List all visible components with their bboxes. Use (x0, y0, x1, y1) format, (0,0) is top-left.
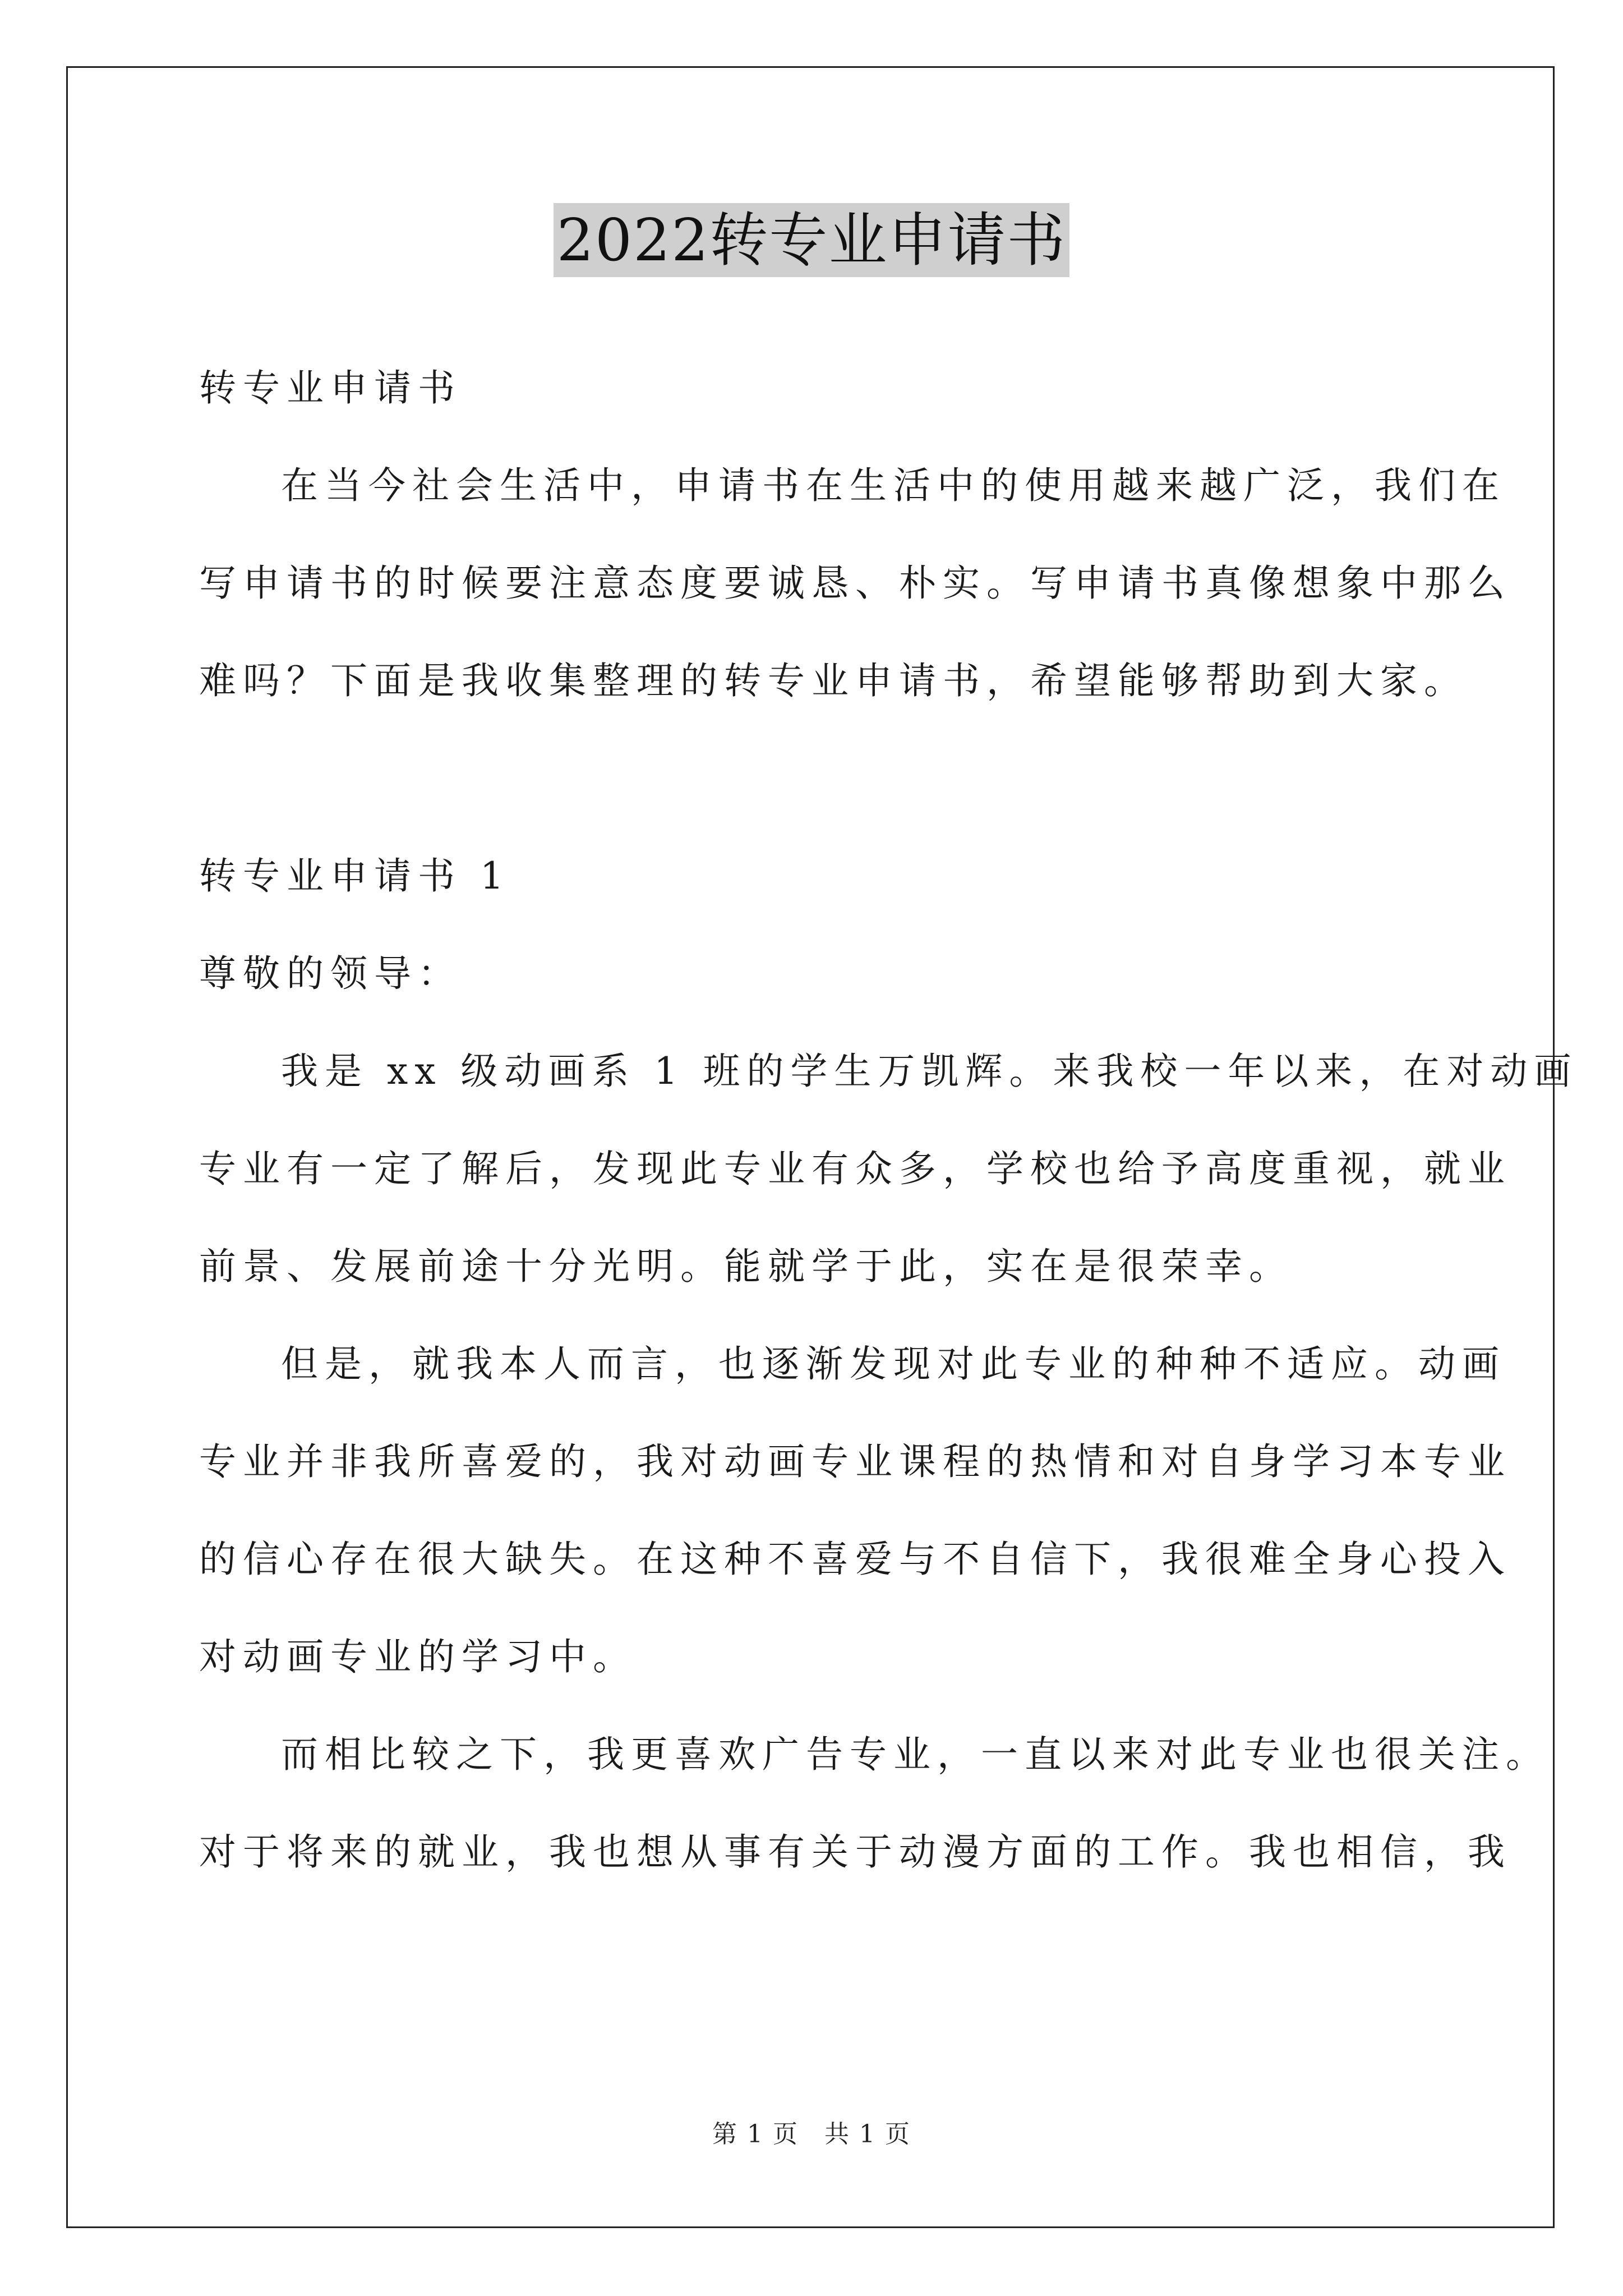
title-container (0, 203, 1623, 277)
document-body (199, 339, 1578, 1901)
subtitle: 转专业申请书 (199, 366, 462, 409)
document-title: 2022转专业申请书 (554, 203, 1070, 277)
intro-line: 在当今社会生活中，申请书在生活中的使用越来越广泛，我们在 (281, 464, 1506, 507)
intro-line: 写申请书的时候要注意态度要诚恳、朴实。写申请书真像想象中那么 (199, 562, 1511, 605)
intro-line: 难吗？下面是我收集整理的转专业申请书，希望能够帮助到大家。 (199, 659, 1468, 702)
paragraph-line: 我是 xx 级动画系 1 班的学生万凯辉。来我校一年以来，在对动画 (281, 1050, 1578, 1093)
paragraph-line: 但是，就我本人而言，也逐渐发现对此专业的种种不适应。动画 (281, 1342, 1506, 1386)
paragraph-line: 专业有一定了解后，发现此专业有众多，学校也给予高度重视，就业 (199, 1147, 1511, 1190)
salutation: 尊敬的领导： (199, 952, 462, 995)
paragraph-line: 而相比较之下，我更喜欢广告专业，一直以来对此专业也很关注。 (281, 1733, 1550, 1776)
paragraph-line: 对动画专业的学习中。 (199, 1635, 637, 1678)
paragraph-line: 对于将来的就业，我也想从事有关于动漫方面的工作。我也相信，我 (199, 1830, 1511, 1874)
paragraph-line: 的信心存在很大缺失。在这种不喜爱与不自信下，我很难全身心投入 (199, 1538, 1511, 1581)
paragraph-line: 专业并非我所喜爱的，我对动画专业课程的热情和对自身学习本专业 (199, 1440, 1511, 1483)
page-footer: 第 1 页 共 1 页 (712, 2120, 911, 2148)
section-heading: 转专业申请书 1 (199, 854, 510, 898)
blank-line (199, 730, 1455, 827)
paragraph-line: 前景、发展前途十分光明。能就学于此，实在是很荣幸。 (199, 1245, 1293, 1288)
